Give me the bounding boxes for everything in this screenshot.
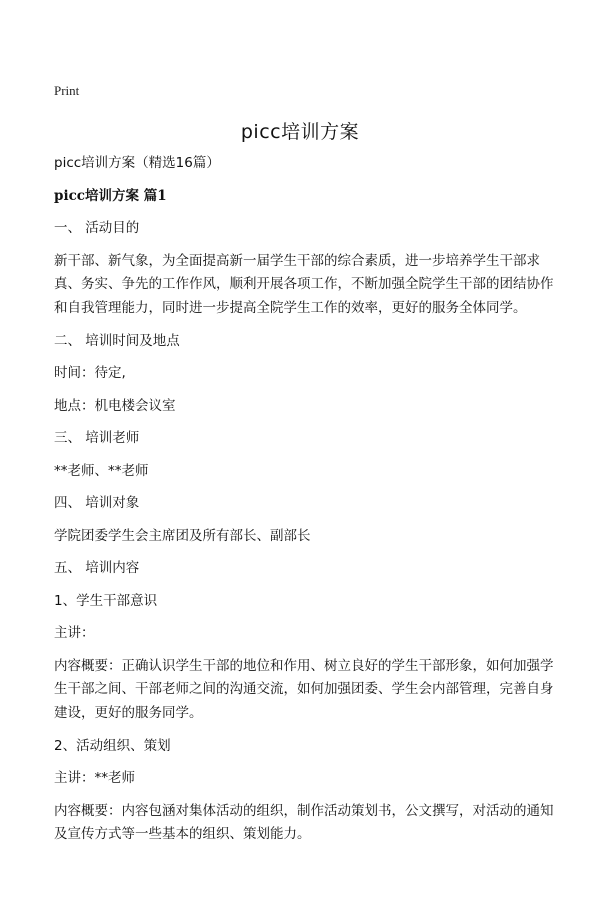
heading-activity-purpose: 一、 活动目的 bbox=[54, 220, 140, 236]
paragraph-summary-2: 内容概要：内容包涵对集体活动的组织，制作活动策划书，公文撰写，对活动的通知及宣传方式等一些基本的组织、策划能力。 bbox=[54, 802, 554, 842]
heading-training-teachers: 三、 培训老师 bbox=[54, 430, 140, 446]
document-body bbox=[54, 152, 554, 856]
paragraph-speaker-2: 主讲：**老师 bbox=[54, 770, 135, 786]
heading-training-time-place: 二、 培训时间及地点 bbox=[54, 332, 180, 349]
document-subtitle: picc培训方案（精选16篇） bbox=[54, 155, 220, 171]
subheading-cadre-awareness: 1、学生干部意识 bbox=[54, 592, 158, 609]
paragraph-audience: 学院团委学生会主席团及所有部长、副部长 bbox=[54, 527, 311, 544]
subheading-activity-planning: 2、活动组织、策划 bbox=[54, 737, 171, 754]
paragraph-place: 地点：机电楼会议室 bbox=[54, 397, 176, 414]
section-heading: picc培训方案 篇1 bbox=[54, 187, 167, 204]
paragraph-teachers: **老师、**老师 bbox=[54, 462, 149, 479]
paragraph-summary-1: 内容概要：正确认识学生干部的地位和作用、树立良好的学生干部形象，如何加强学生干部之间、干部老师之间的沟通交流，如何加强团委、学生会内部管理，完善自身建设，更好的服务同学。 bbox=[54, 657, 554, 721]
document-title: picc培训方案 bbox=[240, 121, 360, 143]
print-label: Print bbox=[54, 83, 80, 98]
heading-training-audience: 四、 培训对象 bbox=[54, 495, 140, 511]
paragraph-activity-purpose: 新干部、新气象，为全面提高新一届学生干部的综合素质，进一步培养学生干部求真、务实、争先的工作作风，顺利开展各项工作，不断加强全院学生干部的团结协作和自我管理能力，同时进一步提高全院学生工作的效率，更好的服务全体同学。 bbox=[54, 252, 554, 316]
heading-training-content: 五、 培训内容 bbox=[54, 560, 140, 576]
paragraph-time: 时间：待定, bbox=[54, 365, 126, 381]
paragraph-speaker-1: 主讲： bbox=[54, 625, 95, 641]
